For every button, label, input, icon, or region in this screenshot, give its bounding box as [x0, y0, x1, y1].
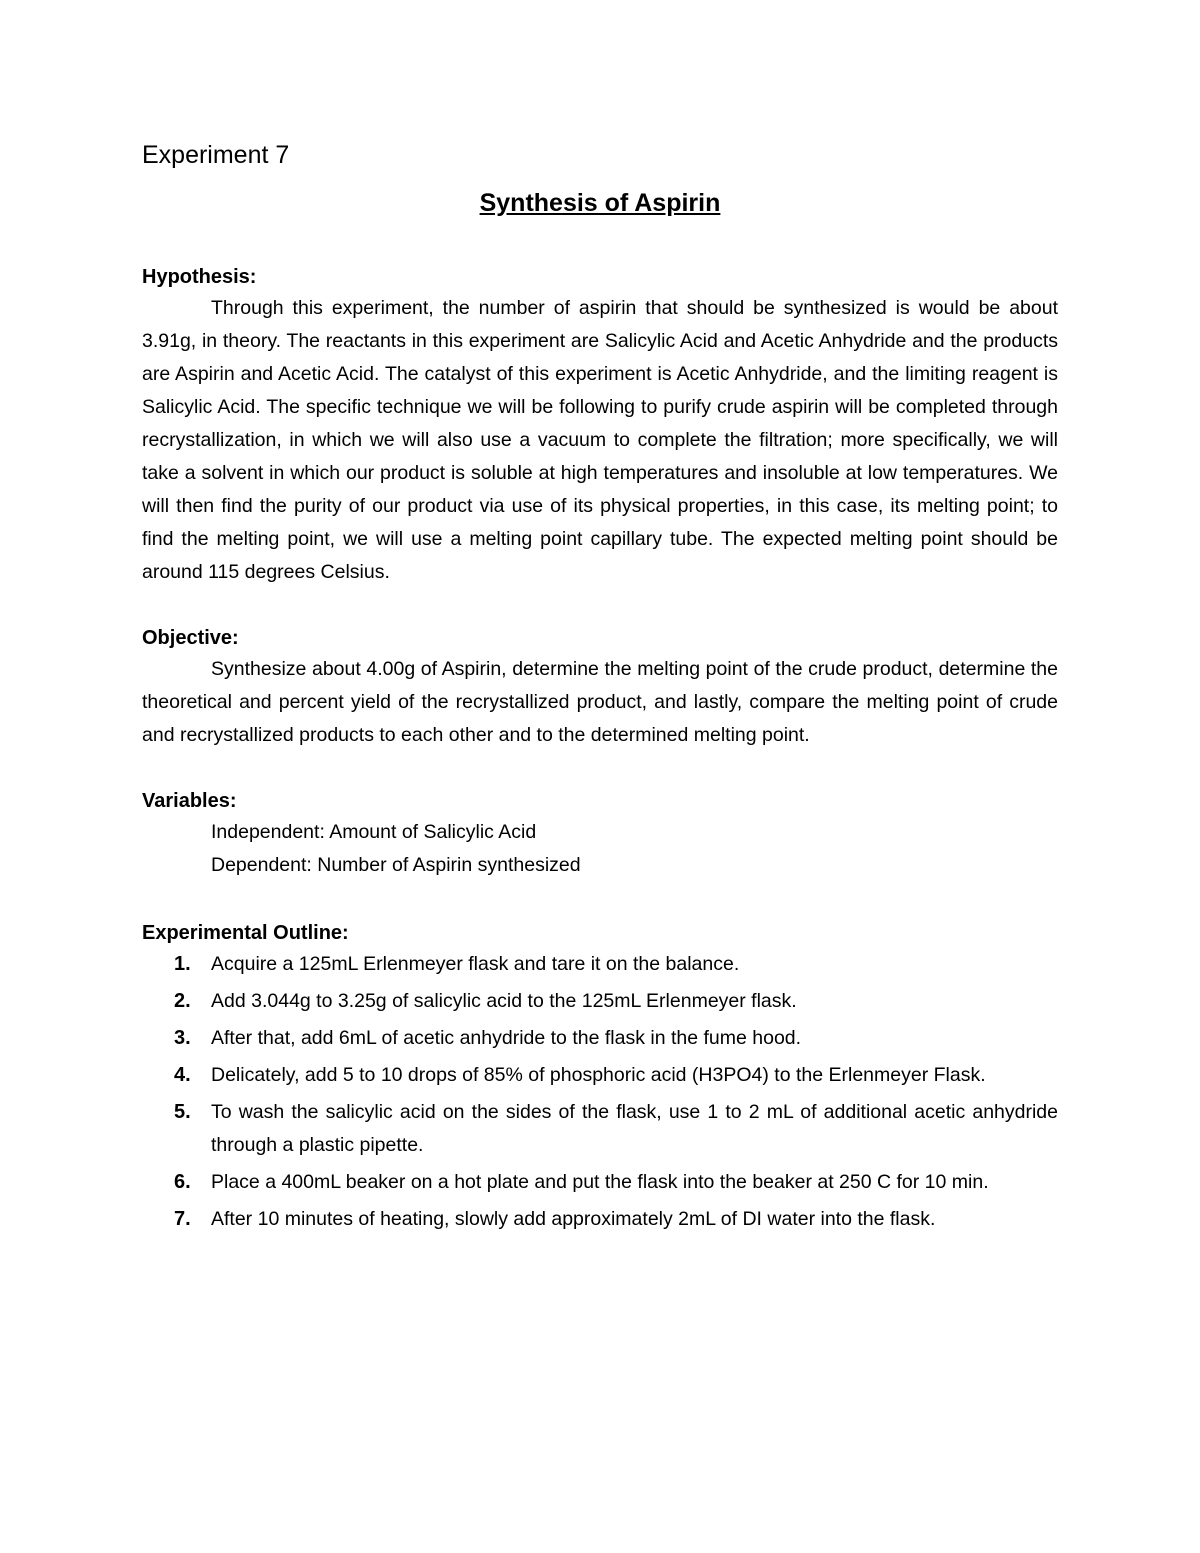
- step-number: 1.: [174, 953, 191, 975]
- dependent-variable: Dependent: Number of Aspirin synthesized: [211, 854, 581, 876]
- step-number: 6.: [174, 1171, 191, 1193]
- step-text: To wash the salicylic acid on the sides of the flask, use 1 to 2 mL of additional acetic anhydride through a plastic pipette.: [211, 1101, 1058, 1156]
- objective-section: [142, 623, 1058, 752]
- step-number: 3.: [174, 1027, 191, 1049]
- list-item: [142, 1203, 1058, 1236]
- list-item: [142, 948, 1058, 981]
- step-number: 2.: [174, 990, 191, 1012]
- outline-heading: Experimental Outline:: [142, 922, 349, 944]
- objective-heading: Objective:: [142, 627, 239, 649]
- step-number: 4.: [174, 1064, 191, 1086]
- step-text: Place a 400mL beaker on a hot plate and put the flask into the beaker at 250 C for 10 min.: [211, 1171, 989, 1193]
- step-text: Delicately, add 5 to 10 drops of 85% of phosphoric acid (H3PO4) to the Erlenmeyer Flask.: [211, 1064, 986, 1086]
- variables-section: [142, 786, 1058, 882]
- step-text: After that, add 6mL of acetic anhydride to the flask in the fume hood.: [211, 1027, 802, 1049]
- list-item: [142, 1096, 1058, 1162]
- variables-heading: Variables:: [142, 790, 237, 812]
- hypothesis-heading: Hypothesis:: [142, 266, 257, 288]
- experiment-label: Experiment 7: [142, 141, 290, 169]
- document-content: [142, 140, 1058, 1240]
- list-item: [142, 1166, 1058, 1199]
- step-number: 5.: [174, 1101, 191, 1123]
- outline-list: [142, 948, 1058, 1236]
- page-title: Synthesis of Aspirin: [479, 189, 721, 217]
- objective-text: Synthesize about 4.00g of Aspirin, determine the melting point of the crude product, determine the theoretical and percent yield of the recrystallized product, and lastly, compare the melting point of crude and recrystallized products to each other and to the determined melting point.: [142, 658, 1058, 746]
- independent-variable: Independent: Amount of Salicylic Acid: [211, 821, 537, 843]
- step-text: Acquire a 125mL Erlenmeyer flask and tare it on the balance.: [211, 953, 740, 975]
- step-text: Add 3.044g to 3.25g of salicylic acid to the 125mL Erlenmeyer flask.: [211, 990, 797, 1012]
- outline-section: [142, 918, 1058, 1236]
- list-item: [142, 1022, 1058, 1055]
- hypothesis-text: Through this experiment, the number of aspirin that should be synthesized is would be about 3.91g, in theory. The reactants in this experiment are Salicylic Acid and Acetic Anhydride and the products are Aspirin and Acetic Acid. The catalyst of this experiment is Acetic Anhydride, and the limiting reagent is Salicylic Acid. The specific technique we will be following to purify crude aspirin will be completed through recrystallization, in which we will also use a vacuum to complete the filtration; more specifically, we will take a solvent in which our product is soluble at high temperatures and insoluble at low temperatures. We will then find the purity of our product via use of its physical properties, in this case, its melting point; to find the melting point, we will use a melting point capillary tube. The expected melting point should be around 115 degrees Celsius.: [142, 297, 1058, 583]
- list-item: [142, 1059, 1058, 1092]
- step-text: After 10 minutes of heating, slowly add approximately 2mL of DI water into the flask.: [211, 1208, 936, 1230]
- list-item: [142, 985, 1058, 1018]
- step-number: 7.: [174, 1208, 191, 1230]
- hypothesis-section: [142, 262, 1058, 589]
